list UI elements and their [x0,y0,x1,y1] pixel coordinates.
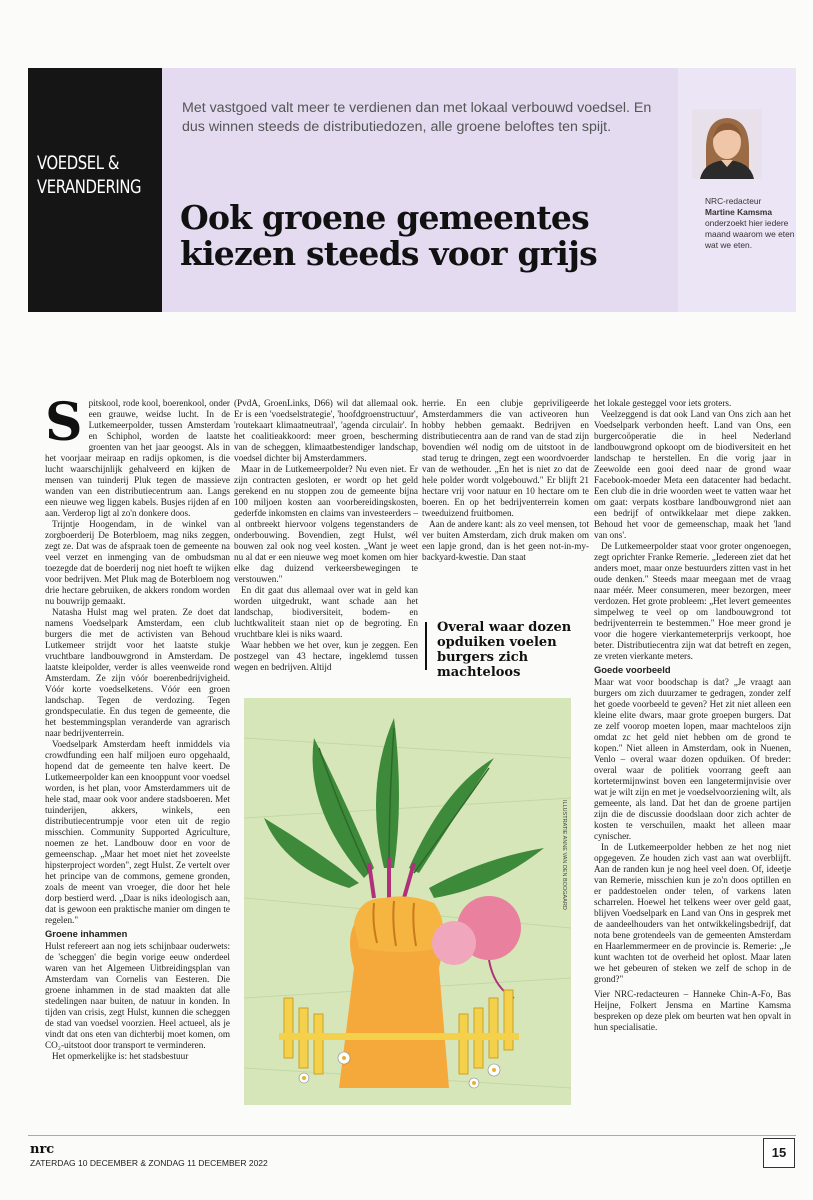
article-column-3 [422,398,589,563]
author-role: NRC-redacteur [705,196,762,206]
paragraph: Trijntje Hoogendam, in de winkel van zorgboerderij De Boterbloem, mag niks zeggen, zegt ze. Dat was de afspraak toen de gemeente na veel verzet en inmenging van de ombudsman toezegde dat de boerderij nog niet hoeft te wijken voor bedrijven. Met Pluk mag de Boterbloem nog drie hectare gebruiken, de akkers rondom worden nu bouwrijp gemaakt. [45,519,230,606]
section-rubric [28,68,162,312]
dropcap: S [45,392,83,453]
paragraph: In de Lutkemeerpolder hebben ze het nog niet opgegeven. Ze houden zich vast aan wat overblijft. Aan de randen kun je nog heel veel doen. Of, ideetje van Remerie, misschien kun je zo'n doos optillen en er paddestoelen onder telen, of varkens laten scharrelen. Hoewel het telkens weer over geld gaat, blijven Voedselpark en Land van Ons in gesprek met de aandeelhouders van het ontwikkelingsbedrijf, dat nota bene grotendeels van de gemeenten Amsterdam en Haarlemmermeer en de provincie is. Remerie: „Je kunt wachten tot de overheid het oplost. Maar laten we het gebeuren of steken we zelf de schop in de grond?" [594,842,791,984]
paragraph: Veelzeggend is dat ook Land van Ons zich aan het Voedselpark verbonden heeft. Land van Ons, een burgercoöperatie die in heel Nederland landbouwgrond opkoopt om de biodiversiteit en het landschap te herstellen. En die vorig jaar in Zeewolde een gooi deed naar de grond waar Facebook-moeder Meta een datacenter had bedacht. Een club die in drie woorden weet te vatten waar het om gaat: verpats kostbare landbouwgrond niet aan een bedrijf of ontwikkelaar met diepe zakken. Behoud het voor de gemeenschap, maak het 'land van ons'. [594,409,791,540]
paragraph: Maar in de Lutkemeerpolder? Nu even niet. Er zijn contracten gesloten, er wordt op het geld gerekend en nu stoppen zou de gemeente bijna 100 miljoen kosten aan voorbereidingskosten, gederfde inkomsten en claims van investeerders – al ontbreekt hiervoor volgens tegenstanders de onderbouwing. Bovendien, zegt Hulst, wél bouwen zal ook nog veel kosten. „Want je weet nu al dat er een nieuwe weg moet komen om hier elke dag duizend verkeersbewegingen te verstouwen." [234,464,418,584]
article-column-1 [45,392,230,1062]
subheading: Groene inhammen [45,928,128,939]
paragraph: Hulst refereert aan nog iets schijnbaar ouderwets: de 'scheggen' die begin vorige eeuw onderdeel waren van het Algemeen Uitbreidingsplan van Amsterdam van Cornelis van Eesteren. Die groene inhammen in de stad maakten dat alle stedelingen naar buiten, de natuur in konden. In tijden van crisis, zegt Hulst, kunnen die scheggen de stad van voedsel voorzien. Heel actueel, als je vindt dat ons eten van dichterbij moet komen, om CO₂-uitstoot door transport te verminderen. [45,941,230,1050]
paragraph: Waar hebben we het over, kun je zeggen. Een postzegel van 43 hectare, ingeklemd tussen wegen en bedrijven. Altijd [234,640,418,672]
illustration-credit: ILLUSTRATIE ANNE VAN DEN BOOGAARD [561,800,567,910]
paragraph: Het opmerkelijke is: het stadsbestuur [52,1051,189,1061]
lede: Met vastgoed valt meer te verdienen dan met lokaal verbouwd voedsel. En dus winnen steeds de distributiedozen, alle groene beloftes ten spijt. [182,100,652,135]
author-byline [705,196,795,251]
author-credits: Vier NRC-redacteuren – Hanneke Chin-A-Fo, Bas Heijne, Folkert Jensma en Martine Kamsma bespreken op deze plek om beurten wat hen opvalt in hun specialisatie. [594,989,791,1032]
illustration [244,698,571,1105]
paragraph [45,392,230,519]
footer-rule [28,1135,796,1136]
paragraph: (PvdA, GroenLinks, D66) wil dat allemaal ook. Er is een 'voedselstrategie', 'hoofdgroenstructuur', 'routekaart klimaatneutraal', 'agenda circulair'. In het coalitieakkoord: meer groen, bescherming van de scheggen, klimaatbestendiger landschap, voedsel dichter bij Amsterdammers. [234,398,418,463]
pull-quote: Overal waar dozen opduiken voelen burgers zich machteloos [437,620,572,680]
paragraph: Voedselpark Amsterdam heeft inmiddels via crowdfunding een half miljoen euro opgehaald, hopend dat de gemeente ten halve keert. De Lutkemeerpolder kan een knooppunt voor voedsel worden, is het plan, voor Amsterdammers uit de hele stad, maar ook voor andere stadsboeren. Met tuinderijen, akkers, winkels, een distributiecentrumpje voor eten uit de regio misschien. Community Supported Agriculture, noemen ze het. Landbouw door en voor de gemeenschap. „Maar het moet niet het zoveelste hipsterproject worden", zegt Hulst. Ze vertelt over het principe van de commons, gemene gronden, zoals de meent van vroeger, die door het hele dorp bestierd werd. „Daar is niks ideologisch aan, dat is gewoon een praktische manier om dingen te regelen." [45,739,230,925]
paragraph: Natasha Hulst mag wel praten. Ze doet dat namens Voedselpark Amsterdam, een club burgers die met de activisten van Behoud Lutkemeer strijdt voor het laatste stukje vruchtbare landbouwgrond in Amsterdam. De laatste kleipolder, verder is alles veenweide rond Amsterdam. Ze zijn vóór boerenbedrijvigheid. Vóór korte voedselketens. Vóór een groen landschap. Tegen de verdozing. Tegen grondspeculatie. En dus tegen de gemeente, die het bestemmingsplan veranderde van agrarisch naar bedrijventerrein. [45,607,230,738]
author-description: onderzoekt hier iedere maand waarom we eten wat we eten. [705,218,795,250]
paragraph-text: pitskool, rode kool, boerenkool, onder een grauwe, weidse lucht. In de Lutkemeerpolder, tussen Amsterdam en Schiphol, worden de laatste groenten van het jaar geoogst. Als in het voorjaar meiraap en radijs opkomen, is die lucht waarschijnlijk gehalveerd en kijken de mensen van tuinderij Pluk tegen de massieve wanden van een distributiecentrum aan. Langs een nieuwe weg liggen kabels. Busjes rijden af en aan. Verderop ligt al zo'n donkere doos. [45,398,230,518]
paragraph: het lokale gesteggel voor iets groters. [594,398,732,408]
author-name: Martine Kamsma [705,207,773,217]
headline: Ook groene gemeentes kiezen steeds voor grijs [180,198,597,273]
rubric-line-2: VERANDERING [37,176,142,198]
date-line: ZATERDAG 10 DECEMBER & ZONDAG 11 DECEMBER 2022 [30,1158,268,1168]
paragraph: Maar wat voor boodschap is dat? „Je vraagt aan burgers om zich duurzamer te gedragen, zonder zelf het goede voorbeeld te geven? Het zit niet alleen een kleine elite dwars, maar grote groepen burgers. Dat ze zelf voorop moeten lopen, maar machteloos zijn omdat zc het geld niet hebben om de grond te kopen." Niet alleen in Amsterdam, ook in Nuenen, Venlo – overal waar dozen opduiken. Of breder: overal waar de politiek voorrang geeft aan kortetermijnwinst boven een langetermijnvisie over wat je wilt zijn en met je voedselvoorziening wilt, als gemeente, als land. Dat het dan de groene partijen zijn die de discussie doodslaan door zich achter de kosten te verschuilen, maakt het alleen maar cynischer. [594,677,791,841]
paragraph: Aan de andere kant: als zo veel mensen, tot ver buiten Amsterdam, zich druk maken om een lapje grond, dan is het geen not-in-my-backyard-kwestie. Dan staat [422,519,589,562]
brand-logo: nrc [30,1142,55,1157]
article-column-4 [594,398,791,1033]
subheading: Goede voorbeeld [594,664,671,675]
paragraph: En dit gaat dus allemaal over wat in geld kan worden uitgedrukt, want schade aan het landschap, biodiversiteit, bodem- en luchtkwaliteit staan niet op de begroting. En vruchtbare klei is niks waard. [234,585,418,639]
paragraph: De Lutkemeerpolder staat voor groter ongenoegen, zegt oprichter Franke Remerie. „Iedereen ziet dat het anders moet, maar onze bestuurders zitten vast in het oude denken." Steeds maar meegaan met de vraag naar méér. Meer consumeren, meer bezorgen, meer verdozen. Het grote probleem: „Het levert gemeentes simpelweg te veel op om landbouwgrond tot bedrijventerrein te bestemmen." Hoe meer grond je voor die hogere vierkantemeterprijs verkoopt, hoe beter. Distributiecentra zijn wat dat betreft en zegen, ze vreten vierkante meters. [594,541,791,661]
quote-bar [425,622,427,670]
paragraph: herrie. En een clubje gepriviligeerde Amsterdammers die van activeoren hun hobby hebben gemaakt. Bedrijven en distributiecentra aan de rand van de stad zijn bovendien wél nodig om de uitstoot in de stad terug te dringen, zegt een woordvoerder van de wethouder. „En het is niet zo dat de hele polder wordt volgebouwd." Er blijft 21 hectare vrij voor natuur en 10 hectare om te boeren. En op het bedrijventerrein komen tweeduizend fruitbomen. [422,398,589,518]
page-number: 15 [763,1138,795,1168]
article-column-2 [234,398,418,673]
rubric-line-1: VOEDSEL & [37,152,120,174]
author-portrait [692,109,762,179]
rubric-title [37,151,142,199]
author-panel [678,68,796,312]
